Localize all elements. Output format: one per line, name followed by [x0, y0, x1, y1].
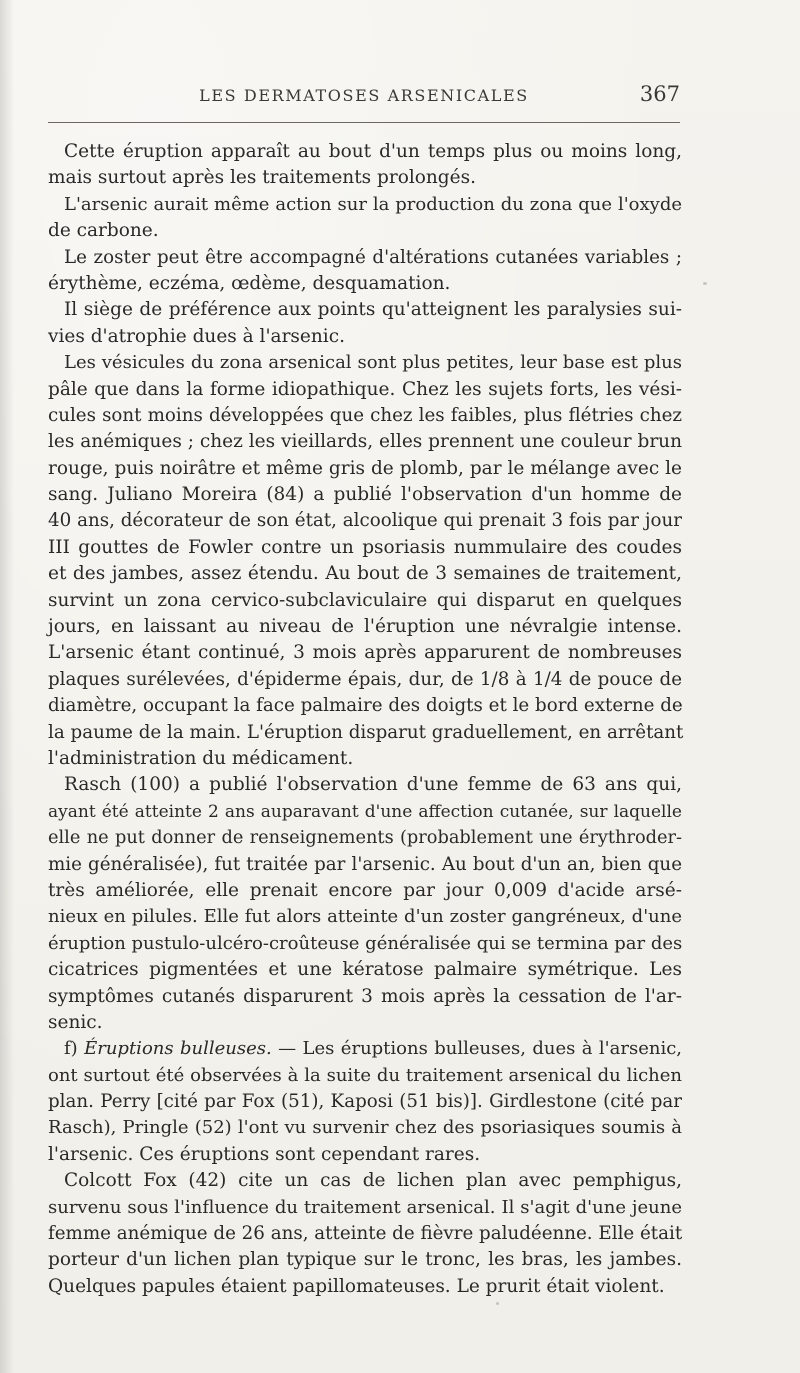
section-marker: f) — [64, 1038, 85, 1060]
text-line: elle ne put donner de renseignements (probablement une érythroder- — [48, 828, 682, 849]
text-line: III gouttes de Fowler contre un psoriasis nummulaire des coudes — [48, 536, 682, 558]
text-line: survint un zona cervico-subclaviculaire qui disparut en quelques — [48, 589, 682, 611]
text-line: très améliorée, elle prenait encore par jour 0,009 d'acide arsé- — [48, 879, 682, 901]
running-title: LES DERMATOSES ARSENICALES — [199, 86, 529, 105]
text-line: mie généralisée), fut traitée par l'arsenic. Au bout d'un an, bien que — [48, 853, 682, 875]
text-line: plan. Perry [cité par Fox (51), Kaposi (51 bis)]. Girdlestone (cité par — [48, 1091, 682, 1113]
paper-speck — [703, 282, 707, 285]
text-line: ont surtout été observées à la suite du traitement arsenical du lichen — [48, 1064, 682, 1086]
text-line: Il siège de préférence aux points qu'atteignent les paralysies sui- — [64, 299, 682, 321]
text-line: érythème, eczéma, œdème, desquamation. — [48, 272, 451, 294]
text-line: de carbone. — [48, 220, 159, 242]
text-line: jours, en laissant au niveau de l'éruption une névralgie intense. — [48, 616, 682, 638]
text-line: L'arsenic étant continué, 3 mois après apparurent de nombreuses — [48, 642, 682, 664]
text-line: ayant été atteinte 2 ans auparavant d'une affection cutanée, sur laquelle — [48, 801, 682, 822]
text-line: femme anémique de 26 ans, atteinte de fièvre paludéenne. Elle était — [48, 1223, 683, 1245]
text-line: senic. — [48, 1011, 103, 1033]
page-number: 367 — [639, 82, 680, 106]
text-line: rouge, puis noirâtre et même gris de plomb, par le mélange avec le — [48, 457, 682, 479]
text-line: et des jambes, assez étendu. Au bout de 3 semaines de traitement, — [48, 563, 682, 585]
text-line: sang. Juliano Moreira (84) a publié l'observation d'un homme de — [48, 484, 682, 506]
header-rule — [48, 122, 680, 123]
text-line: Les vésicules du zona arsenical sont plus petites, leur base est plus — [64, 352, 682, 374]
text-line: cules sont moins développées que chez les faibles, plus flétries chez — [48, 404, 682, 426]
body-text — [48, 139, 682, 1300]
paper-speck — [496, 1302, 499, 1305]
text-line — [48, 1036, 682, 1062]
text-line: Le zoster peut être accompagné d'altérations cutanées variables ; — [64, 246, 682, 268]
text-line: l'administration du médicament. — [48, 747, 354, 769]
text-line: Colcott Fox (42) cite un cas de lichen plan avec pemphigus, — [64, 1170, 682, 1192]
text-line: L'arsenic aurait même action sur la production du zona que l'oxyde — [64, 193, 682, 215]
text-line: vies d'atrophie dues à l'arsenic. — [48, 325, 345, 347]
text-line: nieux en pilules. Elle fut alors atteinte d'un zoster gangréneux, d'une — [48, 906, 682, 928]
text-line: Quelques papules étaient papillomateuses. Le prurit était violent. — [48, 1275, 665, 1297]
text-line: 40 ans, décorateur de son état, alcoolique qui prenait 3 fois par jour — [48, 510, 682, 532]
text-line: Rasch (100) a publié l'observation d'une femme de 63 ans qui, — [64, 774, 682, 796]
text-line: Cette éruption apparaît au bout d'un temps plus ou moins long, — [64, 141, 682, 162]
text-line: l'arsenic. Ces éruptions sont cependant rares. — [48, 1143, 481, 1165]
text-line: diamètre, occupant la face palmaire des doigts et le bord externe de — [48, 695, 683, 717]
text-line: symptômes cutanés disparurent 3 mois après la cessation de l'ar- — [48, 985, 682, 1007]
section-text: — Les éruptions bulleuses, dues à l'arsenic, — [271, 1038, 683, 1060]
text-line: porteur d'un lichen plan typique sur le tronc, les bras, les jambes. — [48, 1249, 682, 1271]
page-header — [48, 80, 680, 116]
text-line: Rasch), Pringle (52) l'ont vu survenir chez des psoriasiques soumis à — [48, 1117, 682, 1139]
page-gutter-shadow — [0, 0, 14, 1373]
text-line: mais surtout après les traitements prolongés. — [48, 167, 476, 189]
text-line: survenu sous l'influence du traitement arsenical. Il s'agit d'une jeune — [48, 1196, 682, 1218]
text-line: la paume de la main. L'éruption disparut graduellement, en arrêtant — [48, 721, 684, 743]
text-line: pâle que dans la forme idiopathique. Chez les sujets forts, les vési- — [48, 378, 682, 400]
text-line: éruption pustulo-ulcéro-croûteuse généralisée qui se termina par des — [48, 932, 683, 954]
text-line: les anémiques ; chez les vieillards, elles prennent une couleur brun — [48, 431, 682, 453]
section-heading: Éruptions bulleuses. — [84, 1038, 272, 1060]
text-line: plaques surélevées, d'épiderme épais, dur, de 1/8 à 1/4 de pouce de — [48, 668, 682, 690]
text-line: cicatrices pigmentées et une kératose palmaire symétrique. Les — [48, 959, 682, 981]
